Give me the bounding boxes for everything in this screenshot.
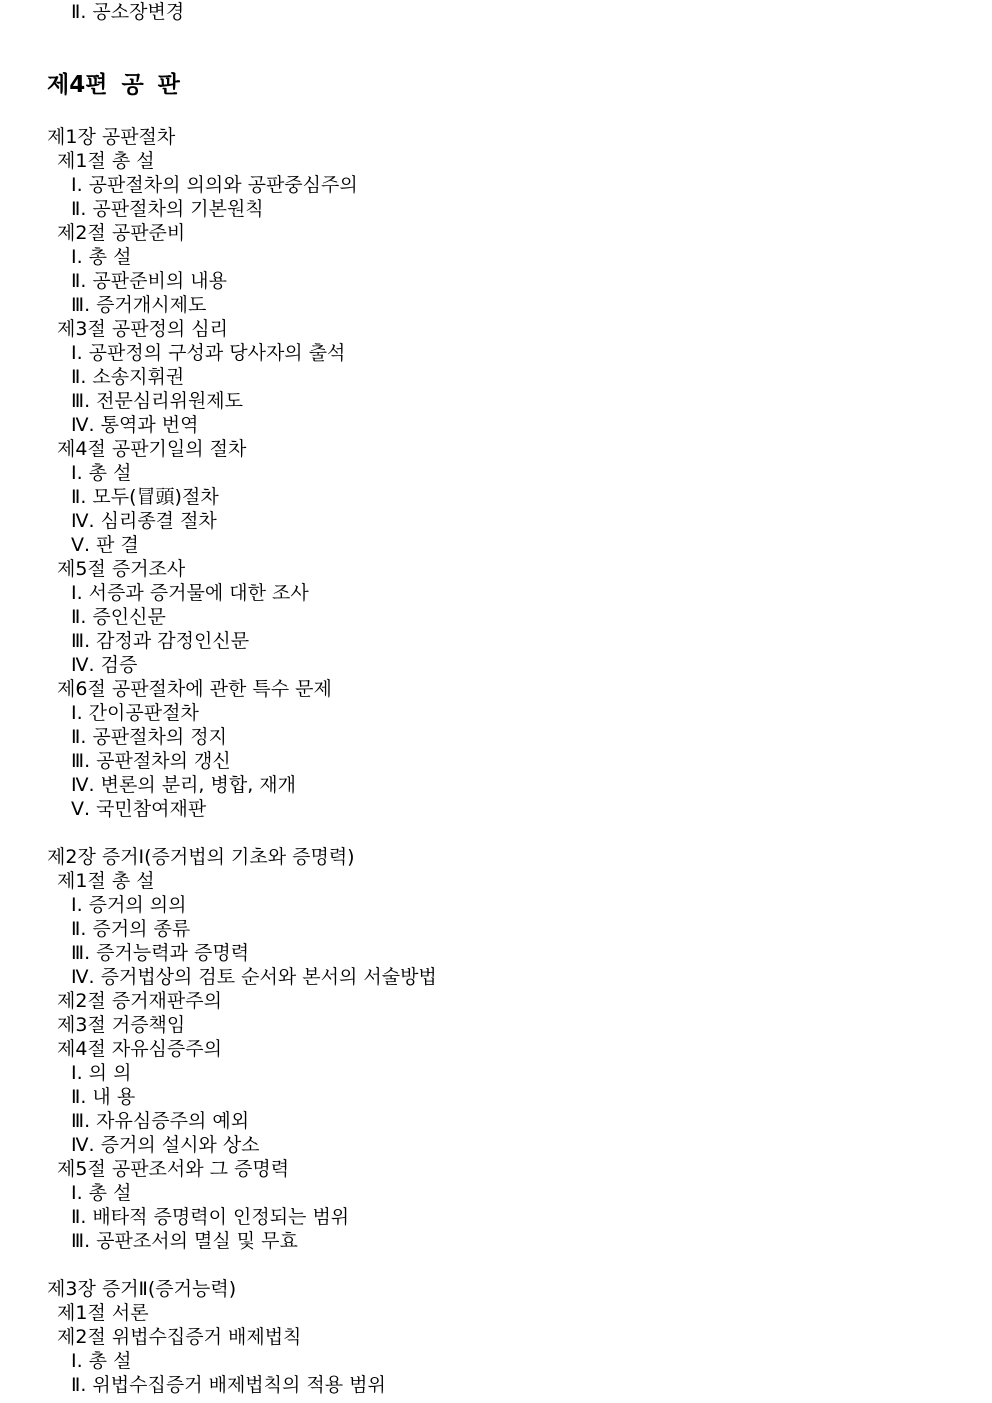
outline-item: Ⅴ. 판 결 (71, 534, 139, 556)
section-title: 제4절 자유심증주의 (57, 1038, 222, 1060)
outline-item: Ⅱ. 공판절차의 기본원칙 (71, 198, 264, 220)
outline-item: Ⅱ. 소송지휘권 (71, 366, 185, 388)
outline-item: Ⅱ. 공판절차의 정지 (71, 726, 227, 748)
chapter-title: 제1장 공판절차 (47, 126, 176, 148)
outline-item: Ⅰ. 총 설 (71, 246, 132, 268)
section-title: 제2절 증거재판주의 (57, 990, 222, 1012)
outline-item: Ⅳ. 증거의 설시와 상소 (71, 1134, 260, 1156)
part-title: 제4편 공 판 (47, 72, 180, 98)
outline-item: Ⅰ. 총 설 (71, 1350, 132, 1372)
outline-item: Ⅱ. 내 용 (71, 1086, 136, 1108)
section-title: 제1절 총 설 (57, 870, 155, 892)
section-title: 제3절 공판정의 심리 (57, 318, 228, 340)
outline-item: Ⅲ. 증거개시제도 (71, 294, 207, 316)
outline-item: Ⅲ. 감정과 감정인신문 (71, 630, 250, 652)
section-title: 제5절 증거조사 (57, 558, 186, 580)
outline-item: Ⅱ. 공소장변경 (71, 1, 185, 23)
outline-item: Ⅲ. 자유심증주의 예외 (71, 1110, 250, 1132)
outline-item: Ⅰ. 간이공판절차 (71, 702, 199, 724)
section-title: 제1절 서론 (57, 1302, 149, 1324)
outline-item: Ⅰ. 서증과 증거물에 대한 조사 (71, 582, 309, 604)
outline-item: Ⅱ. 배타적 증명력이 인정되는 범위 (71, 1206, 350, 1228)
chapter-title: 제2장 증거Ⅰ(증거법의 기초와 증명력) (47, 846, 355, 868)
outline-item: Ⅲ. 전문심리위원제도 (71, 390, 244, 412)
outline-item: Ⅰ. 총 설 (71, 1182, 132, 1204)
outline-item: Ⅰ. 총 설 (71, 462, 132, 484)
outline-item: Ⅲ. 공판절차의 갱신 (71, 750, 231, 772)
outline-item: Ⅰ. 의 의 (71, 1062, 132, 1084)
section-title: 제1절 총 설 (57, 150, 155, 172)
outline-item: Ⅴ. 국민참여재판 (71, 798, 207, 820)
outline-item: Ⅳ. 심리종결 절차 (71, 510, 217, 532)
outline-item: Ⅳ. 변론의 분리, 병합, 재개 (71, 774, 296, 796)
section-title: 제5절 공판조서와 그 증명력 (57, 1158, 290, 1180)
outline-item: Ⅳ. 검증 (71, 654, 138, 676)
outline-item: Ⅱ. 증인신문 (71, 606, 166, 628)
outline-item: Ⅲ. 증거능력과 증명력 (71, 942, 250, 964)
outline-item: Ⅱ. 증거의 종류 (71, 918, 191, 940)
outline-item: Ⅰ. 증거의 의의 (71, 894, 187, 916)
outline-item: Ⅰ. 공판절차의 의의와 공판중심주의 (71, 174, 358, 196)
outline-item: Ⅱ. 모두(冒頭)절차 (71, 486, 219, 508)
section-title: 제3절 거증책임 (57, 1014, 186, 1036)
outline-item: Ⅳ. 증거법상의 검토 순서와 본서의 서술방법 (71, 966, 437, 988)
section-title: 제4절 공판기일의 절차 (57, 438, 247, 460)
outline-item: Ⅱ. 공판준비의 내용 (71, 270, 227, 292)
section-title: 제2절 위법수집증거 배제법칙 (57, 1326, 302, 1348)
outline-item: Ⅰ. 공판정의 구성과 당사자의 출석 (71, 342, 346, 364)
section-title: 제2절 공판준비 (57, 222, 186, 244)
section-title: 제6절 공판절차에 관한 특수 문제 (57, 678, 332, 700)
chapter-title: 제3장 증거Ⅱ(증거능력) (47, 1278, 237, 1300)
outline-item: Ⅲ. 공판조서의 멸실 및 무효 (71, 1230, 298, 1252)
outline-item: Ⅱ. 위법수집증거 배제법칙의 적용 범위 (71, 1374, 386, 1396)
outline-item: Ⅳ. 통역과 번역 (71, 414, 199, 436)
